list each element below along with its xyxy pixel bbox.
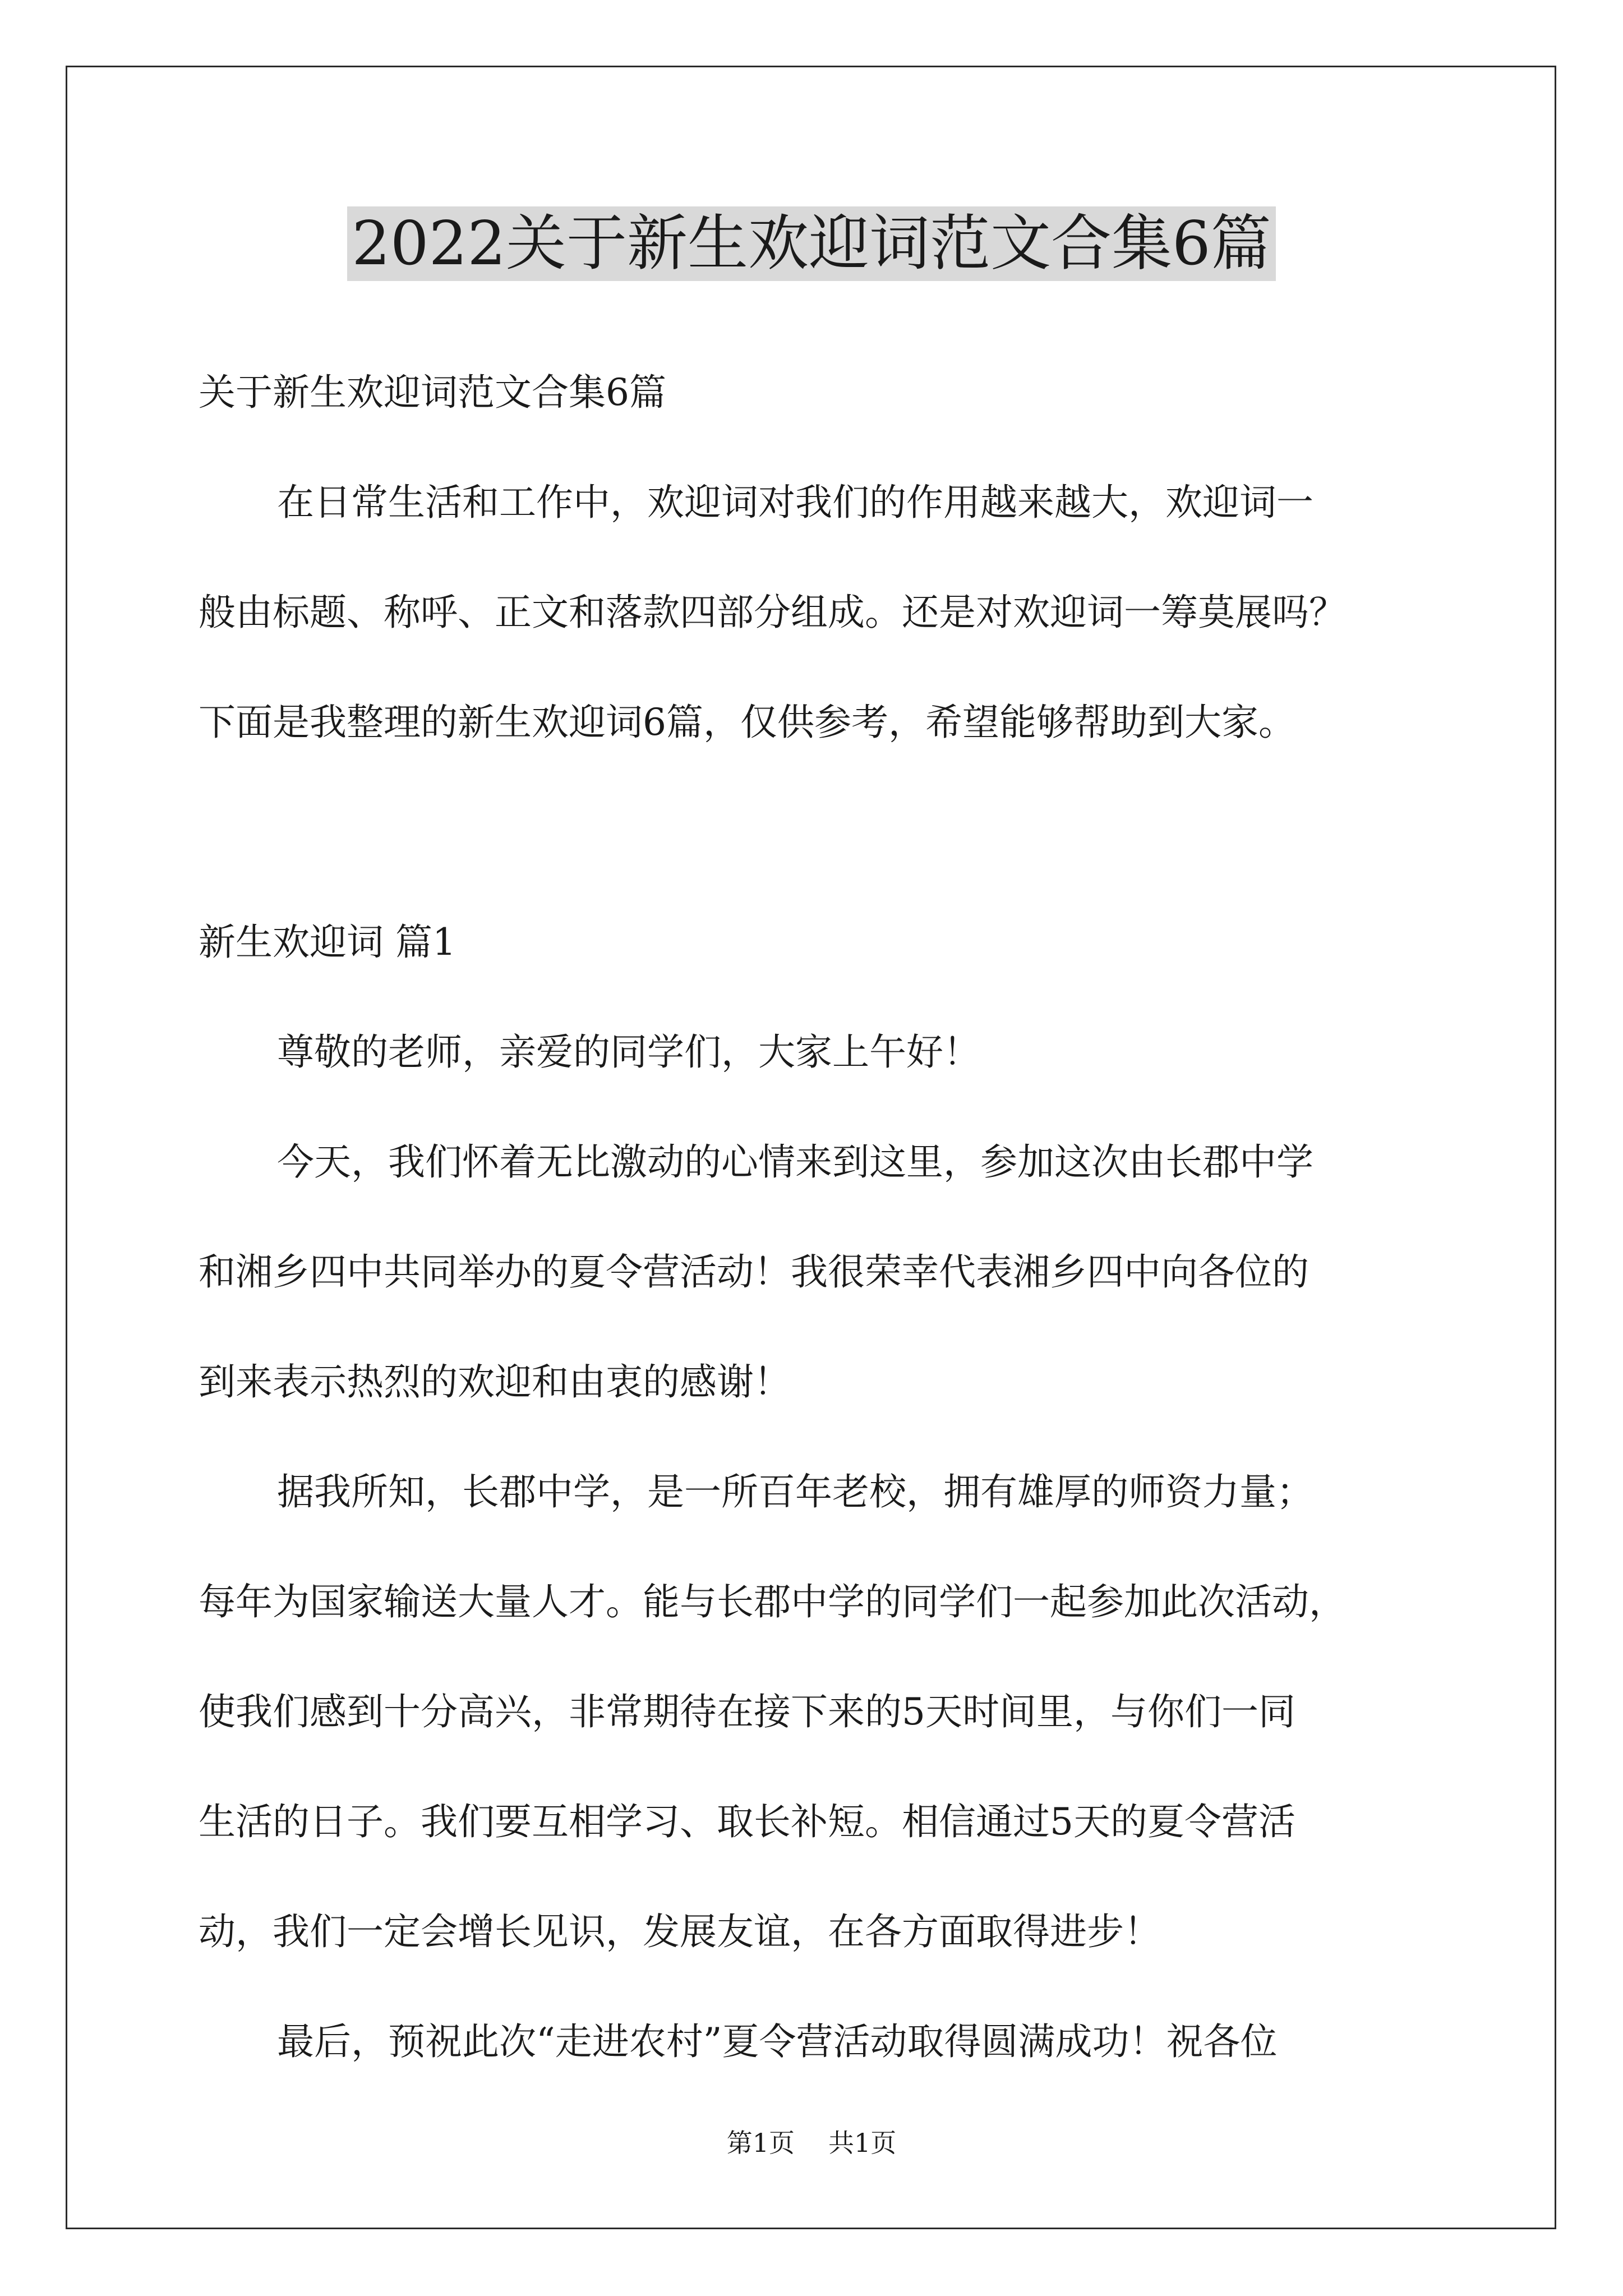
intro-line: 在日常生活和工作中，欢迎词对我们的作用越来越大，欢迎词一 — [277, 481, 1313, 524]
body-line: 使我们感到十分高兴，非常期待在接下来的5天时间里，与你们一同 — [199, 1690, 1295, 1733]
body-line: 最后，预祝此次“走进农村”夏令营活动取得圆满成功！祝各位 — [277, 2020, 1278, 2063]
page-footer — [0, 2126, 1623, 2160]
body-line: 和湘乡四中共同举办的夏令营活动！我很荣幸代表湘乡四中向各位的 — [199, 1250, 1309, 1294]
page-total: 共1页 — [828, 2128, 897, 2158]
page-number: 第1页 — [726, 2128, 795, 2158]
body-line: 到来表示热烈的欢迎和由衷的感谢！ — [199, 1360, 791, 1404]
body-line: 据我所知，长郡中学，是一所百年老校，拥有雄厚的师资力量； — [277, 1470, 1313, 1513]
intro-line: 下面是我整理的新生欢迎词6篇，仅供参考，希望能够帮助到大家。 — [199, 701, 1295, 744]
document-title-text: 2022关于新生欢迎词范文合集6篇 — [347, 206, 1276, 281]
body-line: 生活的日子。我们要互相学习、取长补短。相信通过5天的夏令营活 — [199, 1800, 1295, 1843]
section-heading: 新生欢迎词 篇1 — [199, 921, 456, 964]
body-line: 尊敬的老师，亲爱的同学们，大家上午好！ — [277, 1030, 980, 1074]
body-line: 今天，我们怀着无比激动的心情来到这里，参加这次由长郡中学 — [277, 1140, 1313, 1184]
intro-line: 般由标题、称呼、正文和落款四部分组成。还是对欢迎词一筹莫展吗？ — [199, 591, 1346, 634]
body-line: 每年为国家输送大量人才。能与长郡中学的同学们一起参加此次活动， — [199, 1580, 1346, 1623]
document-title — [0, 202, 1623, 286]
document-subtitle: 关于新生欢迎词范文合集6篇 — [199, 371, 666, 414]
paragraph-spacer — [199, 777, 1460, 887]
document-body — [199, 338, 1460, 2097]
body-line: 动，我们一定会增长见识，发展友谊，在各方面取得进步！ — [199, 1910, 1161, 1953]
